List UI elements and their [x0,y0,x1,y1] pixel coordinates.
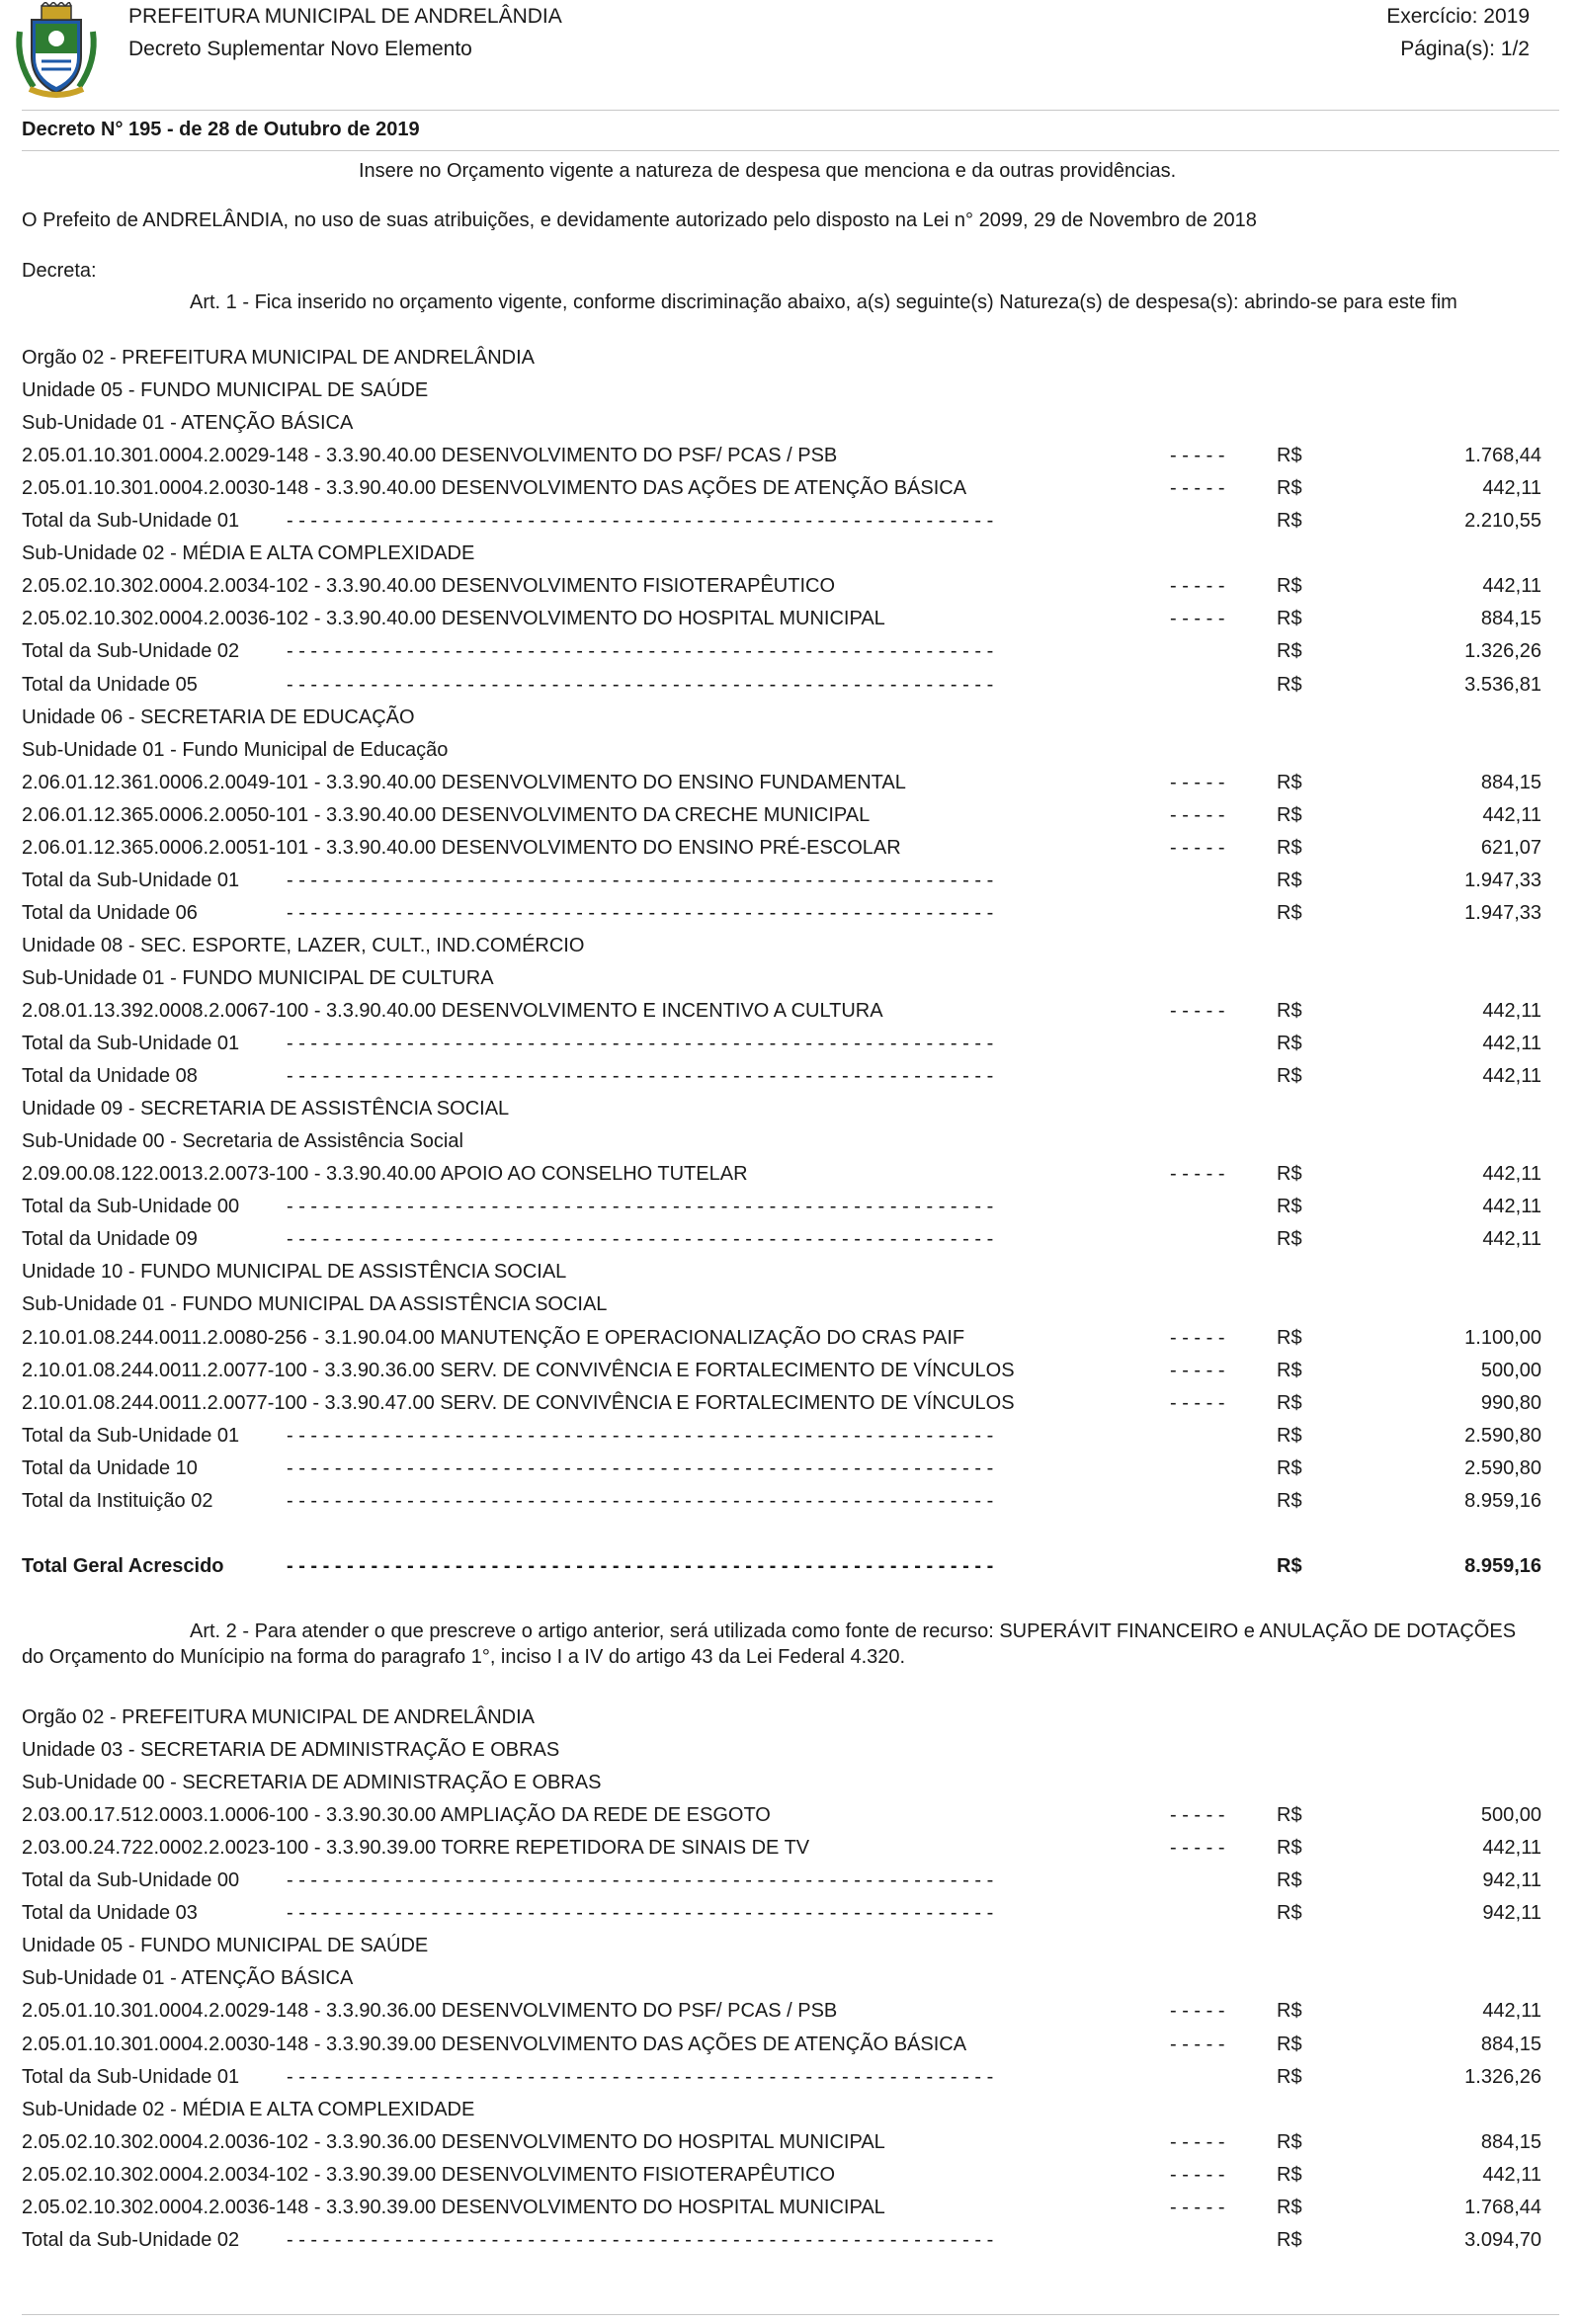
row-label: 2.10.01.08.244.0011.2.0077-100 - 3.3.90.36.00 SERV. DE CONVIVÊNCIA E FORTALECIMENTO DE VÍNCULOS [22,1359,1015,1381]
row-label: Total da Unidade 08 [22,1065,198,1088]
currency-label: R$ [1277,2196,1302,2218]
row-value: 442,11 [1482,1033,1541,1055]
table-row [22,772,1541,801]
row-value: 442,11 [1482,1837,1541,1860]
grand-total-label: Total Geral Acrescido [22,1555,224,1577]
row-label: Total da Unidade 03 [22,1902,198,1925]
section-heading [22,1261,1541,1290]
section-heading [22,542,1541,572]
section-heading [22,1772,1541,1801]
row-label: 2.05.02.10.302.0004.2.0034-102 - 3.3.90.39.00 DESENVOLVIMENTO FISIOTERAPÊUTICO [22,2163,836,2186]
header-exercicio: Exercício: 2019 [1386,5,1530,28]
section-heading [22,1967,1541,1997]
row-value: 442,11 [1482,1000,1541,1022]
leader-dashes: - - - - - - - - - - - - - - - - - - - - - - - - - - - - - - - - - - - - - - - - - - - - - - - - - - - - - - - - - - - [287,673,994,696]
leader-dashes: - - - - - - - - - - - - - - - - - - - - - - - - - - - - - - - - - - - - - - - - - - - - - - - - - - - - - - - - - - - [287,869,994,891]
row-label: Total da Sub-Unidade 01 [22,510,240,533]
table-row [22,1360,1541,1389]
leader-dashes: - - - - - [1170,2033,1225,2055]
row-label: Total da Unidade 05 [22,673,198,696]
total-row [22,2229,1541,2259]
heading-label: Unidade 10 - FUNDO MUNICIPAL DE ASSISTÊNCIA SOCIAL [22,1261,567,1284]
municipal-coat-of-arms-icon [12,2,101,101]
row-label: 2.08.01.13.392.0008.2.0067-100 - 3.3.90.40.00 DESENVOLVIMENTO E INCENTIVO A CULTURA [22,1000,883,1022]
total-row [22,640,1541,670]
currency-label: R$ [1277,1228,1302,1251]
leader-dashes: - - - - - [1170,803,1225,826]
heading-label: Unidade 08 - SEC. ESPORTE, LAZER, CULT., IND.COMÉRCIO [22,934,585,956]
row-label: Total da Sub-Unidade 01 [22,1424,240,1447]
table-row [22,2197,1541,2226]
section-heading [22,379,1541,409]
row-value: 442,11 [1482,1065,1541,1088]
grand-total-row [22,1555,1541,1585]
table-row [22,1804,1541,1834]
row-value: 442,11 [1482,2000,1541,2023]
heading-label: Sub-Unidade 01 - FUNDO MUNICIPAL DE CULTURA [22,966,494,989]
heading-label: Orgão 02 - PREFEITURA MUNICIPAL DE ANDRELÂNDIA [22,1706,536,1728]
decree-ementa: Insere no Orçamento vigente a natureza de despesa que menciona e da outras providências. [359,160,1177,182]
row-label: 2.05.02.10.302.0004.2.0034-102 - 3.3.90.40.00 DESENVOLVIMENTO FISIOTERAPÊUTICO [22,575,836,598]
leader-dashes: - - - - - [1170,608,1225,630]
row-value: 884,15 [1480,608,1541,630]
heading-label: Sub-Unidade 00 - SECRETARIA DE ADMINISTRAÇÃO E OBRAS [22,1772,602,1794]
leader-dashes: - - - - - - - - - - - - - - - - - - - - - - - - - - - - - - - - - - - - - - - - - - - - - - - - - - - - - - - - - - - [287,1228,994,1251]
currency-label: R$ [1277,2033,1302,2055]
decree-preamble: O Prefeito de ANDRELÂNDIA, no uso de suas atribuições, e devidamente autorizado pelo disposto na Lei n° 2099, 29 de Novembro de 2018 [22,209,1257,231]
heading-label: Sub-Unidade 01 - ATENÇÃO BÁSICA [22,1967,354,1990]
currency-label: R$ [1277,1391,1302,1414]
row-value: 1.947,33 [1464,869,1541,891]
currency-label: R$ [1277,803,1302,826]
grand-total-value: 8.959,16 [1464,1555,1541,1577]
row-value: 884,15 [1480,2033,1541,2055]
row-label: 2.05.01.10.301.0004.2.0030-148 - 3.3.90.40.00 DESENVOLVIMENTO DAS AÇÕES DE ATENÇÃO BÁSICA [22,477,967,500]
currency-label: R$ [1277,836,1302,859]
total-row [22,1902,1541,1932]
row-label: Total da Sub-Unidade 00 [22,1196,240,1218]
currency-label: R$ [1277,869,1302,891]
leader-dashes: - - - - - - - - - - - - - - - - - - - - - - - - - - - - - - - - - - - - - - - - - - - - - - - - - - - - - - - - - - - [287,640,994,663]
section-heading [22,1293,1541,1323]
leader-dashes: - - - - - [1170,836,1225,859]
currency-label: R$ [1277,1359,1302,1381]
currency-label: R$ [1277,1489,1302,1512]
currency-label: R$ [1277,771,1302,793]
heading-label: Sub-Unidade 00 - Secretaria de Assistência Social [22,1130,463,1153]
currency-label: R$ [1277,1033,1302,1055]
currency-label: R$ [1277,2130,1302,2153]
row-label: Total da Sub-Unidade 01 [22,1033,240,1055]
leader-dashes: - - - - - - - - - - - - - - - - - - - - - - - - - - - - - - - - - - - - - - - - - - - - - - - - - - - - - - - - - - - [287,1424,994,1447]
header-subtitle: Decreto Suplementar Novo Elemento [128,38,472,60]
row-value: 1.768,44 [1464,2196,1541,2218]
total-row [22,1196,1541,1225]
total-row [22,1457,1541,1487]
currency-label: R$ [1277,1902,1302,1925]
currency-label: R$ [1277,1424,1302,1447]
article-1-text: Art. 1 - Fica inserido no orçamento vigente, conforme discriminação abaixo, a(s) seguinte(s) Natureza(s) de despesa(s): abrindo-se para este fim [190,291,1457,313]
table-row [22,2034,1541,2063]
section-heading [22,1706,1541,1736]
heading-label: Unidade 09 - SECRETARIA DE ASSISTÊNCIA SOCIAL [22,1098,510,1120]
heading-label: Sub-Unidade 01 - FUNDO MUNICIPAL DA ASSISTÊNCIA SOCIAL [22,1293,608,1316]
heading-label: Sub-Unidade 01 - ATENÇÃO BÁSICA [22,412,354,435]
currency-label: R$ [1277,477,1302,500]
header-title: PREFEITURA MUNICIPAL DE ANDRELÂNDIA [128,5,562,28]
total-row [22,1869,1541,1899]
leader-dashes: - - - - - - - - - - - - - - - - - - - - - - - - - - - - - - - - - - - - - - - - - - - - - - - - - - - - - - - - - - - [287,1489,994,1512]
row-value: 884,15 [1480,2130,1541,2153]
total-row [22,1033,1541,1062]
leader-dashes: - - - - - [1170,1837,1225,1860]
leader-dashes: - - - - - - - - - - - - - - - - - - - - - - - - - - - - - - - - - - - - - - - - - - - - - - - - - - - - - - - - - - - [287,1869,994,1892]
heading-label: Unidade 06 - SECRETARIA DE EDUCAÇÃO [22,706,415,728]
section-heading [22,739,1541,769]
leader-dashes: - - - - - - - - - - - - - - - - - - - - - - - - - - - - - - - - - - - - - - - - - - - - - - - - - - - - - - - - - - - [287,1065,994,1088]
currency-label: R$ [1277,1804,1302,1827]
table-row [22,2000,1541,2030]
heading-label: Sub-Unidade 02 - MÉDIA E ALTA COMPLEXIDADE [22,2098,475,2120]
leader-dashes: - - - - - [1170,2196,1225,2218]
currency-label: R$ [1277,1837,1302,1860]
row-value: 500,00 [1480,1804,1541,1827]
table-row [22,575,1541,605]
row-label: Total da Instituição 02 [22,1489,213,1512]
section-heading [22,1098,1541,1127]
article-2-text-line-2: do Orçamento do Munícipio na forma do paragrafo 1°, inciso I a IV do artigo 43 da Lei Federal 4.320. [22,1646,906,1668]
leader-dashes: - - - - - [1170,445,1225,467]
leader-dashes: - - - - - [1170,1163,1225,1186]
currency-label: R$ [1277,608,1302,630]
currency-label: R$ [1277,575,1302,598]
section-heading [22,2099,1541,2128]
row-label: 2.06.01.12.361.0006.2.0049-101 - 3.3.90.40.00 DESENVOLVIMENTO DO ENSINO FUNDAMENTAL [22,771,906,793]
currency-label: R$ [1277,640,1302,663]
heading-label: Unidade 05 - FUNDO MUNICIPAL DE SAÚDE [22,379,429,402]
footer-divider [22,2314,1559,2315]
leader-dashes: - - - - - - - - - - - - - - - - - - - - - - - - - - - - - - - - - - - - - - - - - - - - - - - - - - - - - - - - - - - [287,1033,994,1055]
total-row [22,674,1541,704]
row-value: 442,11 [1482,477,1541,500]
leader-dashes: - - - - - [1170,2130,1225,2153]
total-row [22,1228,1541,1258]
section-heading [22,347,1541,376]
currency-label: R$ [1277,2163,1302,2186]
total-row [22,1065,1541,1095]
table-row [22,1327,1541,1357]
currency-label: R$ [1277,445,1302,467]
leader-dashes: - - - - - [1170,1359,1225,1381]
row-value: 1.100,00 [1464,1326,1541,1349]
row-label: 2.10.01.08.244.0011.2.0077-100 - 3.3.90.47.00 SERV. DE CONVIVÊNCIA E FORTALECIMENTO DE VÍNCULOS [22,1391,1015,1414]
currency-label: R$ [1277,1196,1302,1218]
currency-label: R$ [1277,1163,1302,1186]
row-value: 2.590,80 [1464,1424,1541,1447]
currency-label: R$ [1277,2065,1302,2088]
section-heading [22,935,1541,964]
row-value: 442,11 [1482,1163,1541,1186]
row-label: 2.05.02.10.302.0004.2.0036-102 - 3.3.90.36.00 DESENVOLVIMENTO DO HOSPITAL MUNICIPAL [22,2130,885,2153]
row-label: Total da Sub-Unidade 01 [22,869,240,891]
leader-dashes: - - - - - - - - - - - - - - - - - - - - - - - - - - - - - - - - - - - - - - - - - - - - - - - - - - - - - - - - - - - [287,2065,994,2088]
row-value: 3.536,81 [1464,673,1541,696]
total-row [22,2066,1541,2096]
row-value: 884,15 [1480,771,1541,793]
leader-dashes: - - - - - [1170,1804,1225,1827]
table-row [22,445,1541,474]
currency-label: R$ [1277,901,1302,924]
section-heading [22,706,1541,736]
currency-label: R$ [1277,673,1302,696]
row-value: 621,07 [1480,836,1541,859]
total-row [22,510,1541,540]
currency-label: R$ [1277,1326,1302,1349]
table-row [22,2164,1541,2194]
row-value: 942,11 [1482,1869,1541,1892]
row-label: 2.09.00.08.122.0013.2.0073-100 - 3.3.90.40.00 APOIO AO CONSELHO TUTELAR [22,1163,748,1186]
table-row [22,1392,1541,1422]
currency-label: R$ [1277,1869,1302,1892]
total-row [22,870,1541,899]
row-label: 2.05.01.10.301.0004.2.0029-148 - 3.3.90.36.00 DESENVOLVIMENTO DO PSF/ PCAS / PSB [22,2000,838,2023]
grand-total-currency: R$ [1277,1555,1302,1577]
currency-label: R$ [1277,1000,1302,1022]
heading-label: Unidade 05 - FUNDO MUNICIPAL DE SAÚDE [22,1935,429,1957]
row-label: 2.03.00.17.512.0003.1.0006-100 - 3.3.90.30.00 AMPLIAÇÃO DA REDE DE ESGOTO [22,1804,771,1827]
row-label: 2.05.01.10.301.0004.2.0029-148 - 3.3.90.40.00 DESENVOLVIMENTO DO PSF/ PCAS / PSB [22,445,838,467]
leader-dashes: - - - - - - - - - - - - - - - - - - - - - - - - - - - - - - - - - - - - - - - - - - - - - - - - - - - - - - - - - - - [287,2228,994,2251]
row-label: Total da Sub-Unidade 00 [22,1869,240,1892]
leader-dashes: - - - - - [1170,2000,1225,2023]
total-row [22,1490,1541,1520]
header-pagina: Página(s): 1/2 [1400,38,1530,60]
leader-dashes: - - - - - - - - - - - - - - - - - - - - - - - - - - - - - - - - - - - - - - - - - - - - - - - - - - - - - - - - - - - [287,1196,994,1218]
article-2-text-line-1: Art. 2 - Para atender o que prescreve o artigo anterior, será utilizada como fonte de recurso: SUPERÁVIT FINANCEIRO e ANULAÇÃO DE DOTAÇÕES [190,1620,1517,1642]
decree-title: Decreto N° 195 - de 28 de Outubro de 2019 [22,119,420,140]
row-label: Total da Unidade 06 [22,901,198,924]
section-heading [22,1130,1541,1160]
grand-total-leader: - - - - - - - - - - - - - - - - - - - - - - - - - - - - - - - - - - - - - - - - - - - - - - - - - - - - - - - - - - - [287,1555,994,1577]
leader-dashes: - - - - - - - - - - - - - - - - - - - - - - - - - - - - - - - - - - - - - - - - - - - - - - - - - - - - - - - - - - - [287,1902,994,1925]
table-row [22,477,1541,507]
heading-label: Sub-Unidade 02 - MÉDIA E ALTA COMPLEXIDADE [22,542,475,565]
row-value: 1.947,33 [1464,901,1541,924]
row-value: 1.326,26 [1464,640,1541,663]
row-label: 2.06.01.12.365.0006.2.0051-101 - 3.3.90.40.00 DESENVOLVIMENTO DO ENSINO PRÉ-ESCOLAR [22,836,901,859]
heading-label: Unidade 03 - SECRETARIA DE ADMINISTRAÇÃO E OBRAS [22,1739,560,1762]
leader-dashes: - - - - - [1170,575,1225,598]
row-label: Total da Unidade 09 [22,1228,198,1251]
table-row [22,1000,1541,1030]
leader-dashes: - - - - - [1170,477,1225,500]
row-value: 942,11 [1482,1902,1541,1925]
row-value: 2.590,80 [1464,1456,1541,1479]
row-value: 500,00 [1480,1359,1541,1381]
total-row [22,902,1541,932]
leader-dashes: - - - - - - - - - - - - - - - - - - - - - - - - - - - - - - - - - - - - - - - - - - - - - - - - - - - - - - - - - - - [287,510,994,533]
currency-label: R$ [1277,1065,1302,1088]
leader-dashes: - - - - - [1170,2163,1225,2186]
section-heading [22,967,1541,997]
decreta-label: Decreta: [22,260,97,282]
row-label: 2.05.01.10.301.0004.2.0030-148 - 3.3.90.39.00 DESENVOLVIMENTO DAS AÇÕES DE ATENÇÃO BÁSICA [22,2033,967,2055]
row-label: Total da Sub-Unidade 02 [22,2228,240,2251]
row-value: 442,11 [1482,575,1541,598]
leader-dashes: - - - - - [1170,1326,1225,1349]
currency-label: R$ [1277,510,1302,533]
heading-label: Sub-Unidade 01 - Fundo Municipal de Educação [22,738,449,761]
heading-label: Orgão 02 - PREFEITURA MUNICIPAL DE ANDRELÂNDIA [22,347,536,369]
table-row [22,837,1541,867]
currency-label: R$ [1277,2000,1302,2023]
total-row [22,1425,1541,1454]
row-value: 1.326,26 [1464,2065,1541,2088]
leader-dashes: - - - - - [1170,1391,1225,1414]
table-row [22,2131,1541,2161]
currency-label: R$ [1277,1456,1302,1479]
header-divider [22,110,1559,111]
leader-dashes: - - - - - [1170,1000,1225,1022]
table-row [22,804,1541,834]
row-value: 2.210,55 [1464,510,1541,533]
row-value: 442,11 [1482,1228,1541,1251]
row-value: 8.959,16 [1464,1489,1541,1512]
leader-dashes: - - - - - - - - - - - - - - - - - - - - - - - - - - - - - - - - - - - - - - - - - - - - - - - - - - - - - - - - - - - [287,901,994,924]
row-value: 990,80 [1480,1391,1541,1414]
leader-dashes: - - - - - [1170,771,1225,793]
currency-label: R$ [1277,2228,1302,2251]
table-row [22,608,1541,637]
section-heading [22,1935,1541,1964]
section-heading [22,1739,1541,1769]
row-label: Total da Sub-Unidade 02 [22,640,240,663]
row-label: Total da Unidade 10 [22,1456,198,1479]
section-heading [22,412,1541,442]
table-row [22,1163,1541,1193]
row-value: 1.768,44 [1464,445,1541,467]
row-label: 2.05.02.10.302.0004.2.0036-148 - 3.3.90.39.00 DESENVOLVIMENTO DO HOSPITAL MUNICIPAL [22,2196,885,2218]
row-label: Total da Sub-Unidade 01 [22,2065,240,2088]
row-label: 2.06.01.12.365.0006.2.0050-101 - 3.3.90.40.00 DESENVOLVIMENTO DA CRECHE MUNICIPAL [22,803,871,826]
title-divider [22,150,1559,151]
row-label: 2.03.00.24.722.0002.2.0023-100 - 3.3.90.39.00 TORRE REPETIDORA DE SINAIS DE TV [22,1837,810,1860]
leader-dashes: - - - - - - - - - - - - - - - - - - - - - - - - - - - - - - - - - - - - - - - - - - - - - - - - - - - - - - - - - - - [287,1456,994,1479]
row-value: 442,11 [1482,2163,1541,2186]
row-label: 2.10.01.08.244.0011.2.0080-256 - 3.1.90.04.00 MANUTENÇÃO E OPERACIONALIZAÇÃO DO CRAS PAIF [22,1326,965,1349]
row-value: 442,11 [1482,803,1541,826]
row-value: 3.094,70 [1464,2228,1541,2251]
row-label: 2.05.02.10.302.0004.2.0036-102 - 3.3.90.40.00 DESENVOLVIMENTO DO HOSPITAL MUNICIPAL [22,608,885,630]
row-value: 442,11 [1482,1196,1541,1218]
table-row [22,1837,1541,1867]
